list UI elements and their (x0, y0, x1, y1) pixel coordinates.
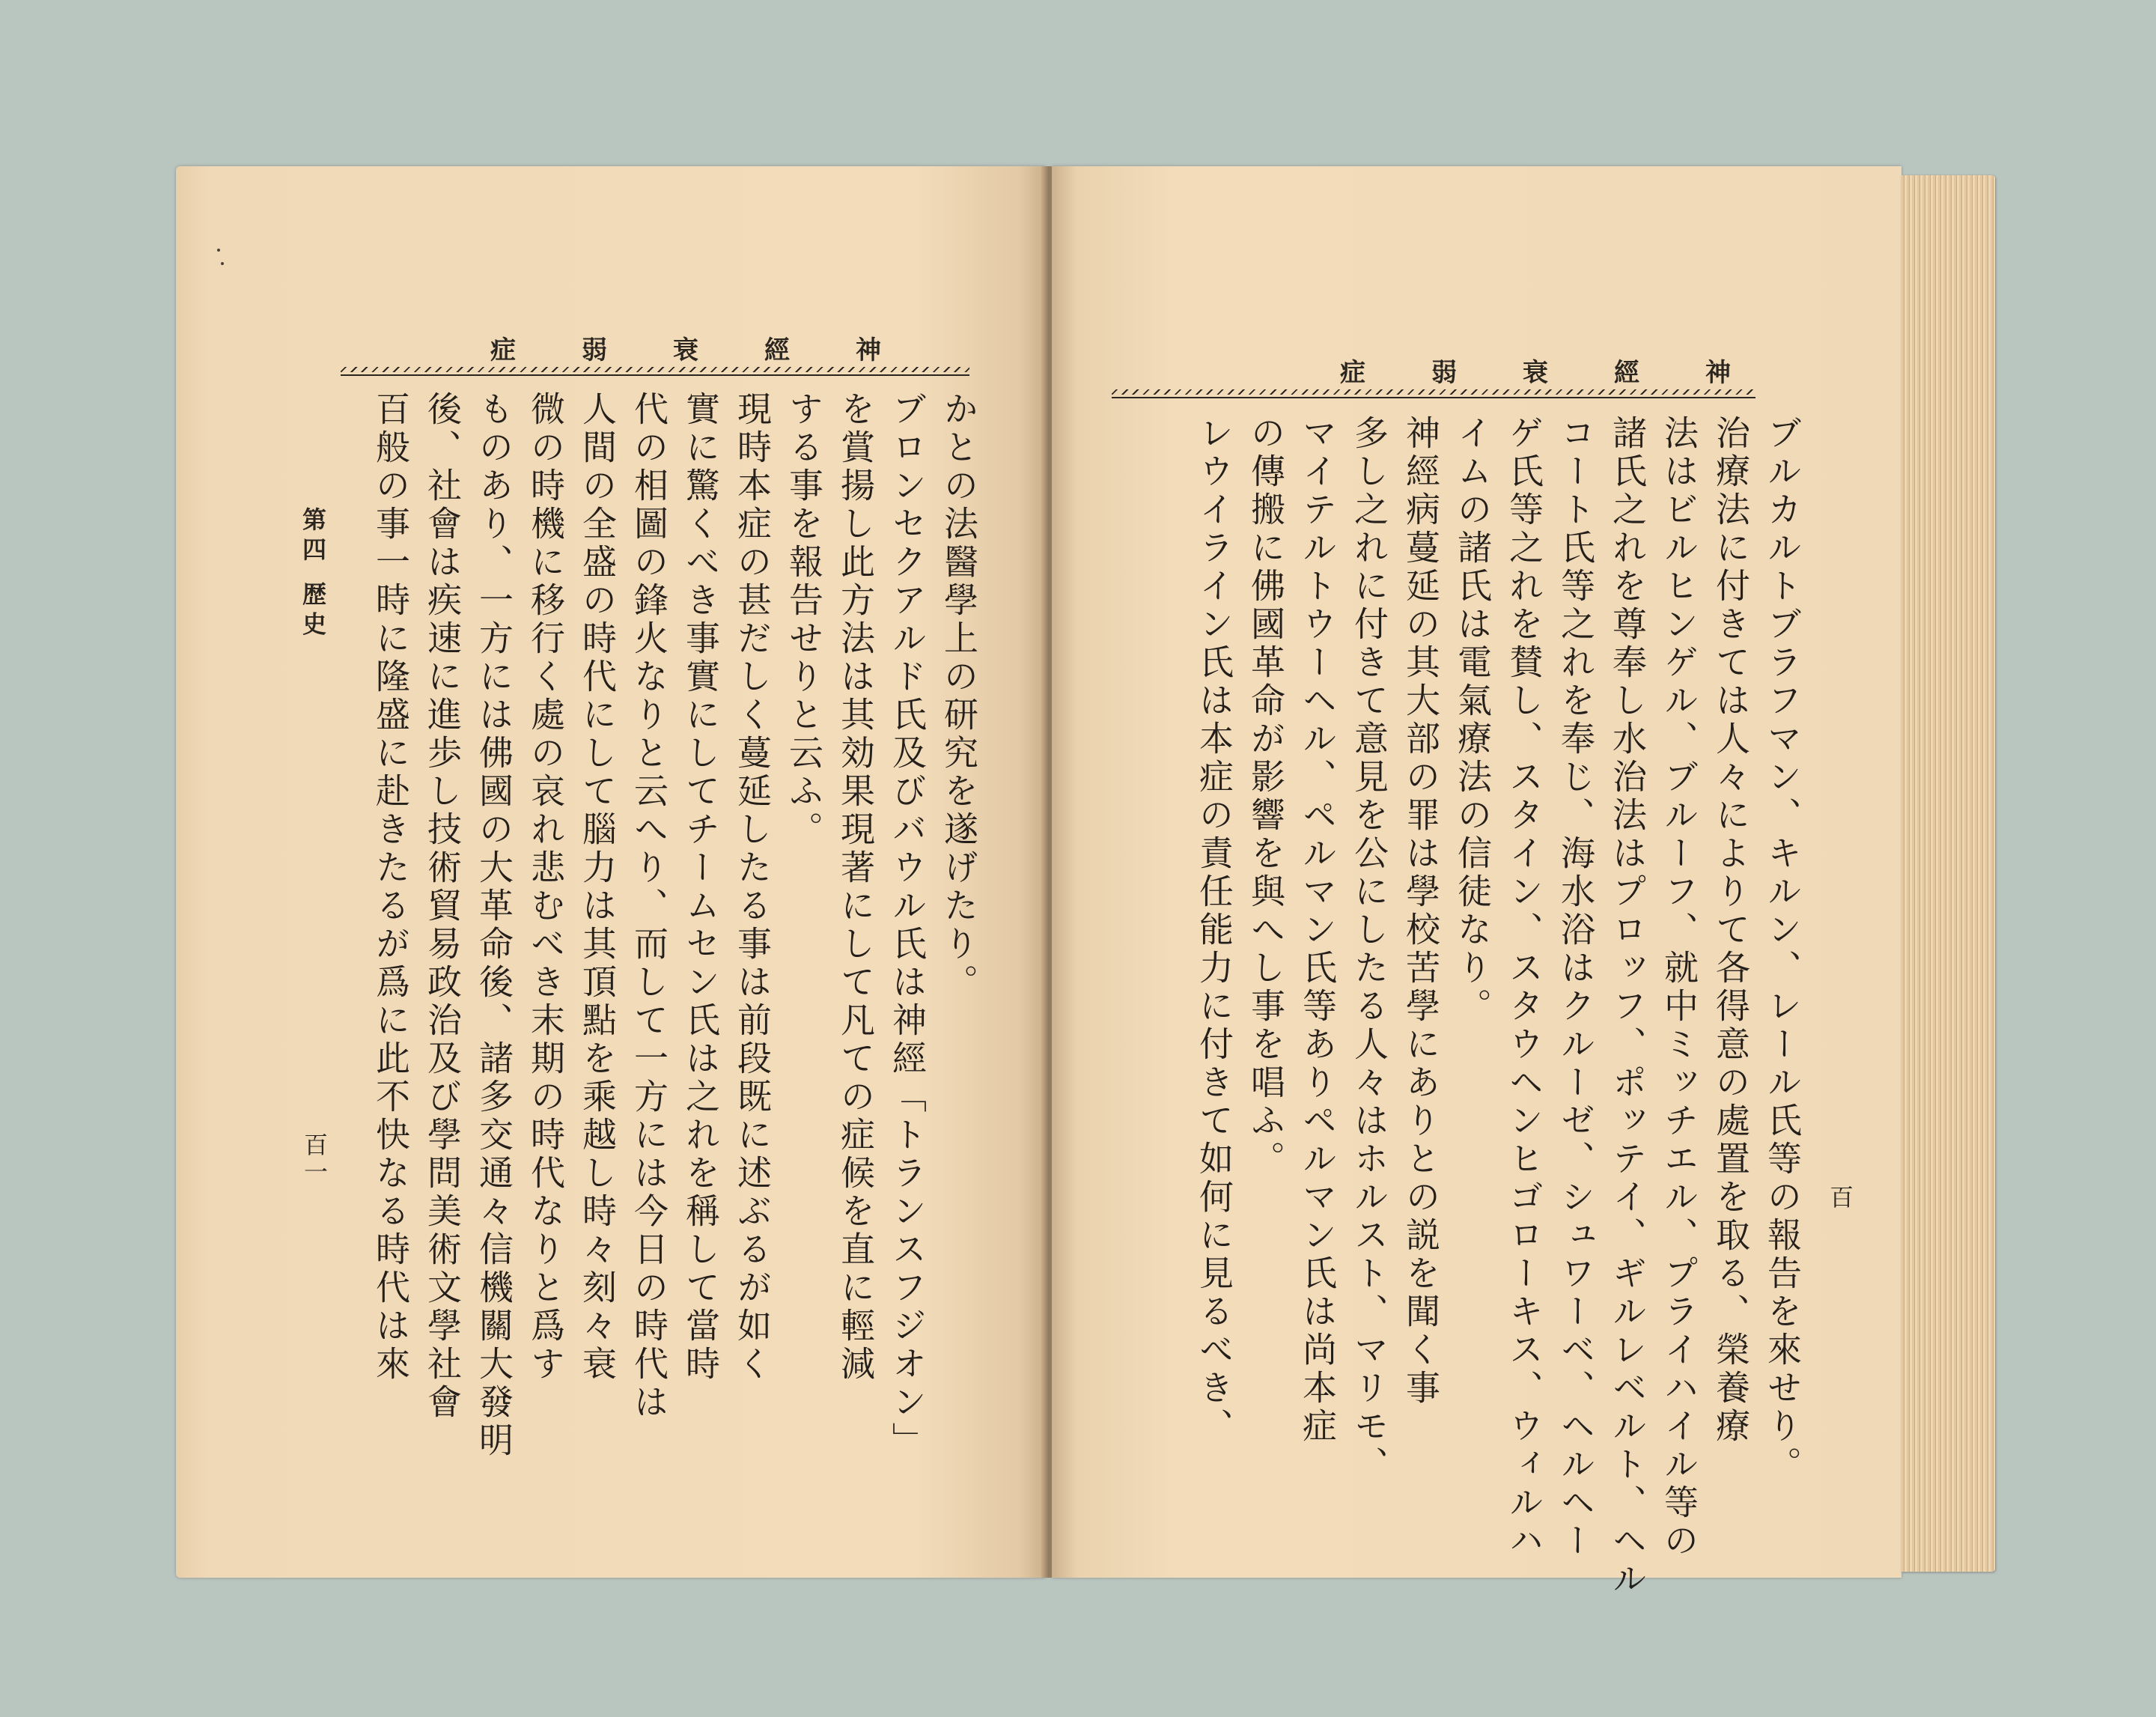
header-rule (1112, 389, 1755, 400)
text-line: 多し之れに付きて意見を公にしたる人々はホルスト、マリモ、 (1349, 415, 1389, 1484)
text-line: コート氏等之れを奉じ、海水浴はクルーゼ、シュワーベ、ヘルヘー (1556, 415, 1596, 1561)
text-line: を賞揚し此方法は其効果現著にして凡ての症候を直に輕減 (835, 391, 876, 1384)
text-line: 現時本症の甚だしく蔓延したる事は前段既に述ぶるが如く (732, 391, 773, 1384)
text-line: かとの法醫學上の研究を遂げたり。 (939, 391, 979, 1002)
text-line: 諸氏之れを尊奉し水治法はプロッフ、ポッテイ、ギルレベルト、ヘル (1607, 415, 1648, 1599)
ink-speck (217, 249, 220, 252)
running-header: 症弱衰經神 (1340, 358, 1797, 388)
chapter-footer: 第四 歴史 (299, 507, 327, 642)
right-page (1052, 166, 1901, 1599)
text-line: 治療法に付きては人々によりて各得意の處置を取る、榮養療 (1711, 415, 1751, 1446)
text-line: ブルカルトブラフマン、キルン、レール氏等の報告を來せり。 (1762, 415, 1803, 1484)
text-line: ブロンセクアルド氏及びバウル氏は神經「トランスフジオン」 (887, 391, 928, 1460)
text-line: マイテルトウーヘル、ペルマン氏等ありペルマン氏は尚本症 (1297, 415, 1338, 1446)
header-rule (341, 367, 969, 377)
body-text (363, 391, 984, 1604)
body-text (1194, 415, 1808, 1599)
text-line: ものあり、一方には佛國の大革命後、諸多交通々信機關大發明 (474, 391, 514, 1460)
text-line: 微の時機に移行く處の哀れ悲むべき末期の時代なりと爲す (526, 391, 566, 1384)
text-line: レウイライン氏は本症の責任能力に付きて如何に見るべき、 (1194, 415, 1234, 1446)
text-line: する事を報告せりと云ふ。 (784, 391, 824, 849)
text-line: 人間の全盛の時代にして腦力は其頂點を乘越し時々刻々衰 (577, 391, 618, 1384)
page-number: 百 (1826, 1185, 1854, 1212)
text-line: イムの諸氏は電氣療法の信徒なり。 (1452, 415, 1493, 1026)
left-page (176, 166, 1046, 1578)
text-line: ゲ氏等之れを賛し、スタイン、スタウヘンヒゴローキス、ウィルハ (1504, 415, 1544, 1561)
open-book (176, 166, 2003, 1599)
page-edges (1901, 175, 1995, 1572)
text-line: 法はビルヒンゲル、ブルーフ、就中ミッチエル、プライハイル等の (1659, 415, 1699, 1561)
text-line: 實に驚くべき事實にしてチームセン氏は之れを稱して當時 (680, 391, 721, 1384)
text-line: の傳搬に佛國革命が影響を與へし事を唱ふ。 (1246, 415, 1286, 1179)
ink-speck (221, 262, 224, 265)
page-number: 百一 (300, 1132, 329, 1186)
text-line: 後、社會は疾速に進歩し技術貿易政治及び學問美術文學社會 (422, 391, 463, 1422)
text-line: 百般の事一時に隆盛に赴きたるが爲に此不快なる時代は來 (371, 391, 411, 1384)
text-line: 代の相圖の鋒火なりと云へり、而して一方には今日の時代は (629, 391, 669, 1422)
running-header: 症弱衰經神 (490, 335, 947, 365)
text-line: 神經病蔓延の其大部の罪は學校苦學にありとの説を聞く事 (1401, 415, 1441, 1408)
